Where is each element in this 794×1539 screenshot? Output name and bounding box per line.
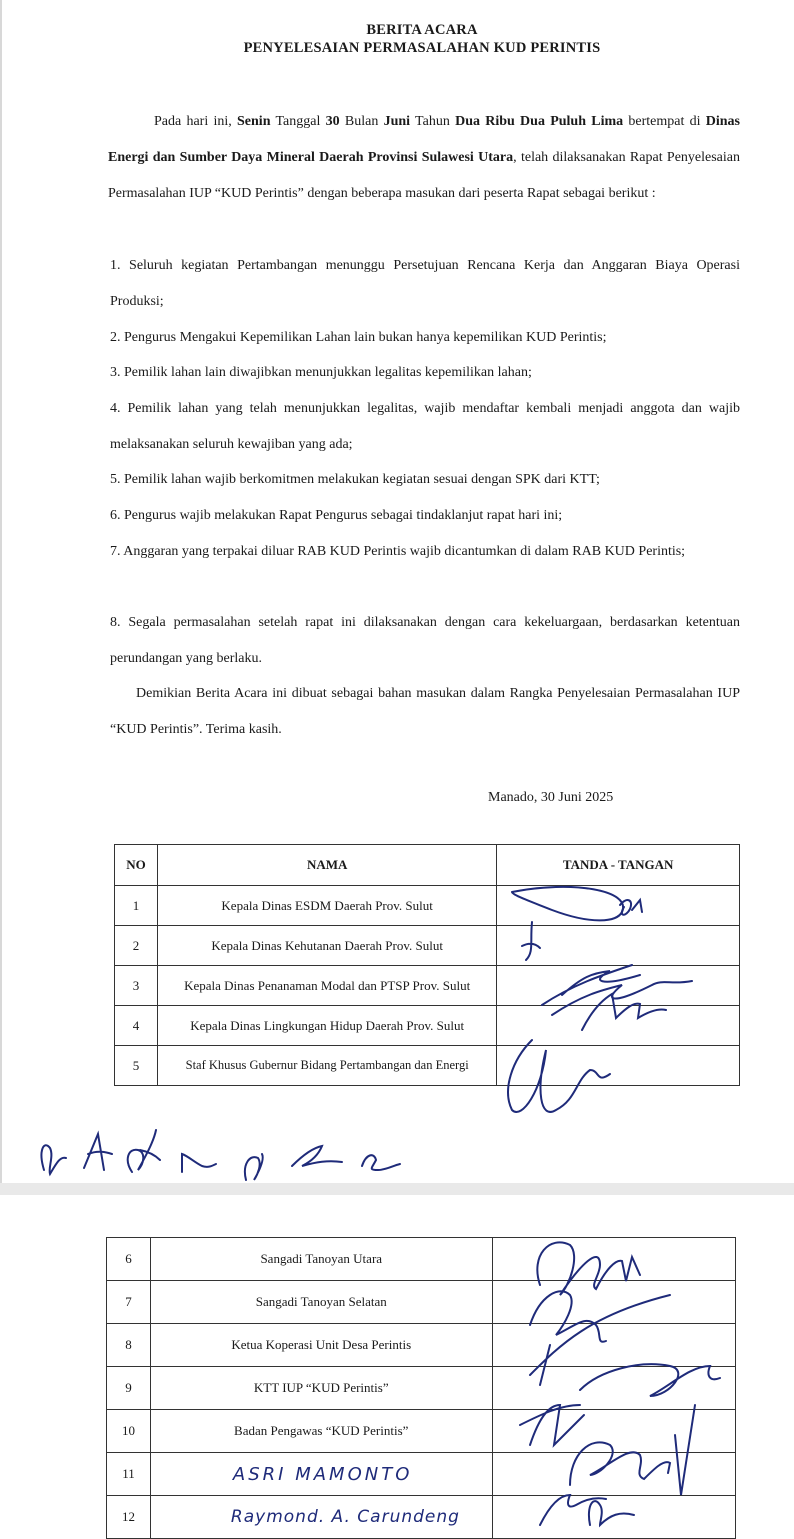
- intro-text: Tanggal: [270, 114, 326, 129]
- signature-table-1: [114, 844, 740, 1086]
- row-no: 7: [107, 1281, 151, 1324]
- table-row: [107, 1281, 736, 1324]
- row-name: Kepala Dinas ESDM Daerah Prov. Sulut: [157, 886, 496, 926]
- row-name: Sangadi Tanoyan Selatan: [150, 1281, 492, 1324]
- row-no: 12: [107, 1496, 151, 1539]
- signature-cell: [492, 1238, 735, 1281]
- table-row: [115, 926, 740, 966]
- table-row: [107, 1410, 736, 1453]
- intro-text: , telah dilaksanakan Rapat Penyelesaian Permasalahan IUP “KUD Perintis” dengan beberapa masukan dari peserta Rapat sebagai berikut :: [108, 150, 740, 201]
- signature-cell: [497, 1006, 740, 1046]
- intro-date: 30: [325, 114, 340, 129]
- signature-cell: [497, 966, 740, 1006]
- row-no: 2: [115, 926, 158, 966]
- document-page-2: [0, 1195, 794, 1536]
- row-name: Badan Pengawas “KUD Perintis”: [150, 1410, 492, 1453]
- row-name: Kepala Dinas Kehutanan Daerah Prov. Sulut: [157, 926, 496, 966]
- row-no: 9: [107, 1367, 151, 1410]
- table-row: [115, 1006, 740, 1046]
- row-no: 3: [115, 966, 158, 1006]
- row-no: 4: [115, 1006, 158, 1046]
- initials-scribbles: [32, 1120, 412, 1182]
- signature-cell: [492, 1324, 735, 1367]
- table-row: [107, 1453, 736, 1496]
- table-row: [107, 1367, 736, 1410]
- intro-paragraph: [108, 104, 740, 212]
- page-separator: [0, 1183, 794, 1195]
- row-name-handwritten: Raymond. A. Carundeng: [150, 1496, 492, 1539]
- intro-text: bertempat di: [623, 114, 706, 129]
- list-item: 7. Anggaran yang terpakai diluar RAB KUD Perintis wajib dicantumkan di dalam RAB KUD Perintis;: [110, 544, 686, 559]
- intro-text: Bulan: [339, 114, 384, 129]
- signature-cell: [492, 1496, 735, 1539]
- signature-cell: [497, 1046, 740, 1086]
- table-row: [115, 886, 740, 926]
- signature-cell: [497, 926, 740, 966]
- table-row: [107, 1324, 736, 1367]
- table-header-row: [115, 845, 740, 886]
- row-no: 6: [107, 1238, 151, 1281]
- list-item: 3. Pemilik lahan lain diwajibkan menunjukkan legalitas kepemilikan lahan;: [110, 365, 532, 380]
- row-name: Ketua Koperasi Unit Desa Perintis: [150, 1324, 492, 1367]
- list-item: 6. Pengurus wajib melakukan Rapat Pengurus sebagai tindaklanjut rapat hari ini;: [110, 508, 563, 523]
- row-no: 10: [107, 1410, 151, 1453]
- signature-cell: [492, 1367, 735, 1410]
- list-item: 8. Segala permasalahan setelah rapat ini dilaksanakan dengan cara kekeluargaan, berdasarkan ketentuan perundangan yang berlaku.: [110, 615, 740, 666]
- intro-year: Dua Ribu Dua Puluh Lima: [455, 114, 624, 129]
- list-item: 1. Seluruh kegiatan Pertambangan menunggu Persetujuan Rencana Kerja dan Anggaran Biaya Operasi Produksi;: [110, 258, 740, 309]
- col-header-tanda-tangan: TANDA - TANGAN: [497, 845, 740, 886]
- signature-table-2: [106, 1237, 736, 1539]
- table-row: [115, 966, 740, 1006]
- closing-paragraph: Demikian Berita Acara ini dibuat sebagai bahan masukan dalam Rangka Penyelesaian Permasalahan IUP “KUD Perintis”. Terima kasih.: [110, 686, 740, 737]
- row-no: 8: [107, 1324, 151, 1367]
- row-no: 1: [115, 886, 158, 926]
- signature-cell: [492, 1453, 735, 1496]
- row-name: Kepala Dinas Lingkungan Hidup Daerah Prov. Sulut: [157, 1006, 496, 1046]
- list-item: 2. Pengurus Mengakui Kepemilikan Lahan lain bukan hanya kepemilikan KUD Perintis;: [110, 330, 607, 345]
- signature-cell: [492, 1281, 735, 1324]
- col-header-no: NO: [115, 845, 158, 886]
- intro-month: Juni: [383, 114, 411, 129]
- intro-day: Senin: [237, 114, 271, 129]
- row-name: Staf Khusus Gubernur Bidang Pertambangan dan Energi: [157, 1046, 496, 1086]
- row-no: 11: [107, 1453, 151, 1496]
- signature-cell: [492, 1410, 735, 1453]
- table-row: [107, 1238, 736, 1281]
- intro-place: Dinas Energi dan Sumber Daya Mineral Daerah Provinsi Sulawesi Utara: [108, 114, 740, 165]
- place-date: Manado, 30 Juni 2025: [488, 790, 614, 805]
- row-name: Sangadi Tanoyan Utara: [150, 1238, 492, 1281]
- row-name: KTT IUP “KUD Perintis”: [150, 1367, 492, 1410]
- document-subtitle: PENYELESAIAN PERMASALAHAN KUD PERINTIS: [243, 40, 601, 56]
- row-no: 5: [115, 1046, 158, 1086]
- intro-text: Tahun: [410, 114, 456, 129]
- document-title: BERITA ACARA: [366, 22, 478, 38]
- intro-text: Pada hari ini,: [154, 114, 238, 129]
- table-row: [115, 1046, 740, 1086]
- signature-cell: [497, 886, 740, 926]
- list-item: 4. Pemilik lahan yang telah menunjukkan legalitas, wajib mendaftar kembali menjadi anggota dan wajib melaksanakan seluruh kewajiban yang ada;: [110, 401, 740, 452]
- list-item: 5. Pemilik lahan wajib berkomitmen melakukan kegiatan sesuai dengan SPK dari KTT;: [110, 472, 600, 487]
- col-header-nama: NAMA: [157, 845, 496, 886]
- row-name: Kepala Dinas Penanaman Modal dan PTSP Prov. Sulut: [157, 966, 496, 1006]
- table-row: [107, 1496, 736, 1539]
- row-name-handwritten: ASRI MAMONTO: [150, 1453, 492, 1496]
